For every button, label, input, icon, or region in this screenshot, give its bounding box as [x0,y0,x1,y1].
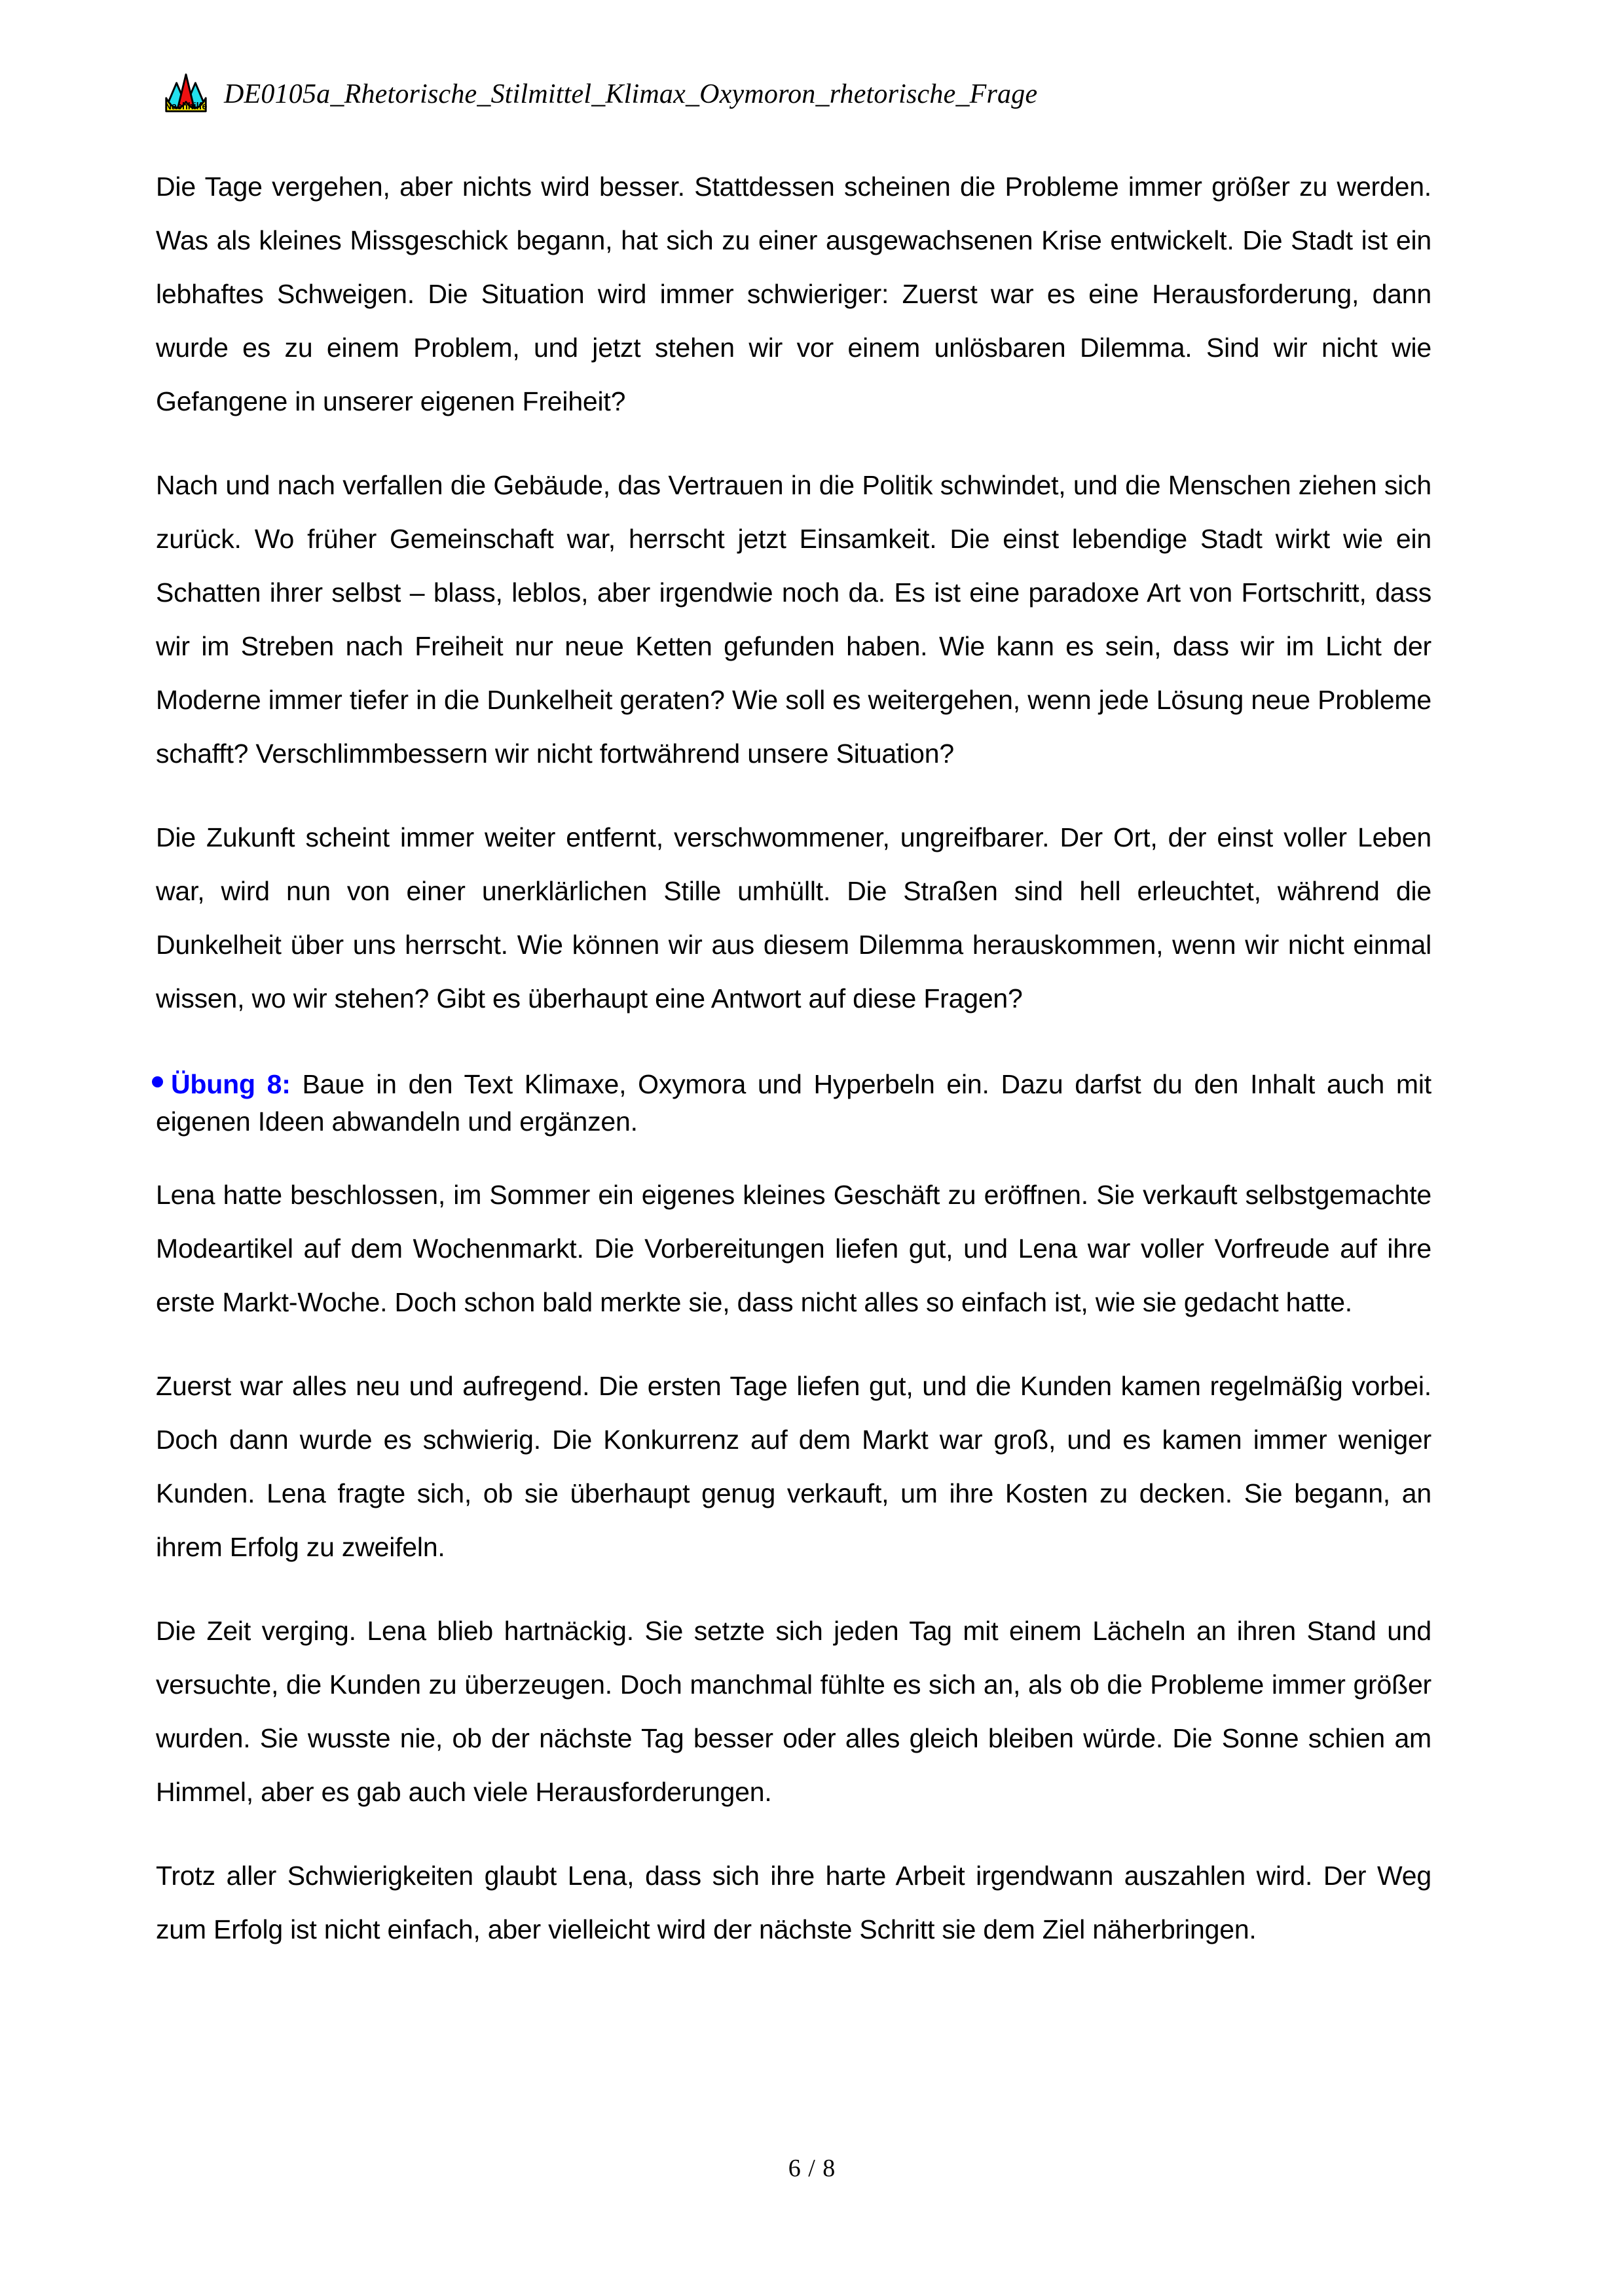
document-header [162,68,1037,120]
paragraph-1: Die Tage vergehen, aber nichts wird besser. Stattdessen scheinen die Probleme immer größer zu werden. Was als kleines Missgeschick begann, hat sich zu einer ausgewachsenen Krise entwickelt. Die Stadt ist ein lebhaftes Schweigen. Die Situation wird immer schwieriger: Zuerst war es eine Herausforderung, dann wurde es zu einem Problem, und jetzt stehen wir vor einem unlösbaren Dilemma. Sind wir nicht wie Gefangene in unserer eigenen Freiheit? [156,172,1431,416]
paragraph-2: Nach und nach verfallen die Gebäude, das Vertrauen in die Politik schwindet, und die Menschen ziehen sich zurück. Wo früher Gemeinschaft war, herrscht jetzt Einsamkeit. Die einst lebendige Stadt wirkt wie ein Schatten ihrer selbst – blass, leblos, aber irgendwie noch da. Es ist eine paradoxe Art von Fortschritt, dass wir im Streben nach Freiheit nur neue Ketten gefunden haben. Wie kann es sein, dass wir im Licht der Moderne immer tiefer in die Dunkelheit geraten? Wie soll es weitergehen, wenn jede Lösung neue Probleme schafft? Verschlimmbessern wir nicht fortwährend unsere Situation? [156,470,1431,769]
exercise-instruction: Baue in den Text Klimaxe, Oxymora und Hyperbeln ein. Dazu darfst du den Inhalt auch mit eigenen Ideen abwandeln und ergänzen. [156,1069,1431,1137]
nachhilfe-logo-icon [162,71,210,118]
paragraph-3: Die Zukunft scheint immer weiter entfernt, verschwommener, ungreifbarer. Der Ort, der einst voller Leben war, wird nun von einer unerklärlichen Stille umhüllt. Die Straßen sind hell erleuchtet, während die Dunkelheit über uns herrscht. Wie können wir aus diesem Dilemma herauskommen, wenn wir nicht einmal wissen, wo wir stehen? Gibt es überhaupt eine Antwort auf diese Fragen? [156,822,1431,1013]
paragraph-6: Die Zeit verging. Lena blieb hartnäckig. Sie setzte sich jeden Tag mit einem Lächeln an ihren Stand und versuchte, die Kunden zu überzeugen. Doch manchmal fühlte es sich an, als ob die Probleme immer größer wurden. Sie wusste nie, ob der nächste Tag besser oder alles gleich bleiben würde. Die Sonne schien am Himmel, aber es gab auch viele Herausforderungen. [156,1616,1431,1807]
exercise-label: Übung 8: [171,1069,291,1099]
page-number: 6 / 8 [788,2155,836,2182]
page-footer [0,2154,1624,2183]
document-body [156,160,1431,1956]
logo-label: Nachhilfe [164,101,208,113]
paragraph-4: Lena hatte beschlossen, im Sommer ein eigenes kleines Geschäft zu eröffnen. Sie verkauft selbstgemachte Modeartikel auf dem Wochenmarkt. Die Vorbereitungen liefen gut, und Lena war voller Vorfreude auf ihre erste Markt-Woche. Doch schon bald merkte sie, dass nicht alles so einfach ist, wie sie gedacht hatte. [156,1180,1431,1317]
document-title: DE0105a_Rhetorische_Stilmittel_Klimax_Oxymoron_rhetorische_Frage [224,79,1038,109]
paragraph-7: Trotz aller Schwierigkeiten glaubt Lena, dass sich ihre harte Arbeit irgendwann auszahlen wird. Der Weg zum Erfolg ist nicht einfach, aber vielleicht wird der nächste Schritt sie dem Ziel näherbringen. [156,1861,1431,1944]
paragraph-5: Zuerst war alles neu und aufregend. Die ersten Tage liefen gut, und die Kunden kamen regelmäßig vorbei. Doch dann wurde es schwierig. Die Konkurrenz auf dem Markt war groß, und es kamen immer weniger Kunden. Lena fragte sich, ob sie überhaupt genug verkauft, um ihre Kosten zu decken. Sie begann, an ihrem Erfolg zu zweifeln. [156,1371,1431,1562]
bullet-icon [152,1076,163,1087]
exercise-block [156,1055,1431,1140]
